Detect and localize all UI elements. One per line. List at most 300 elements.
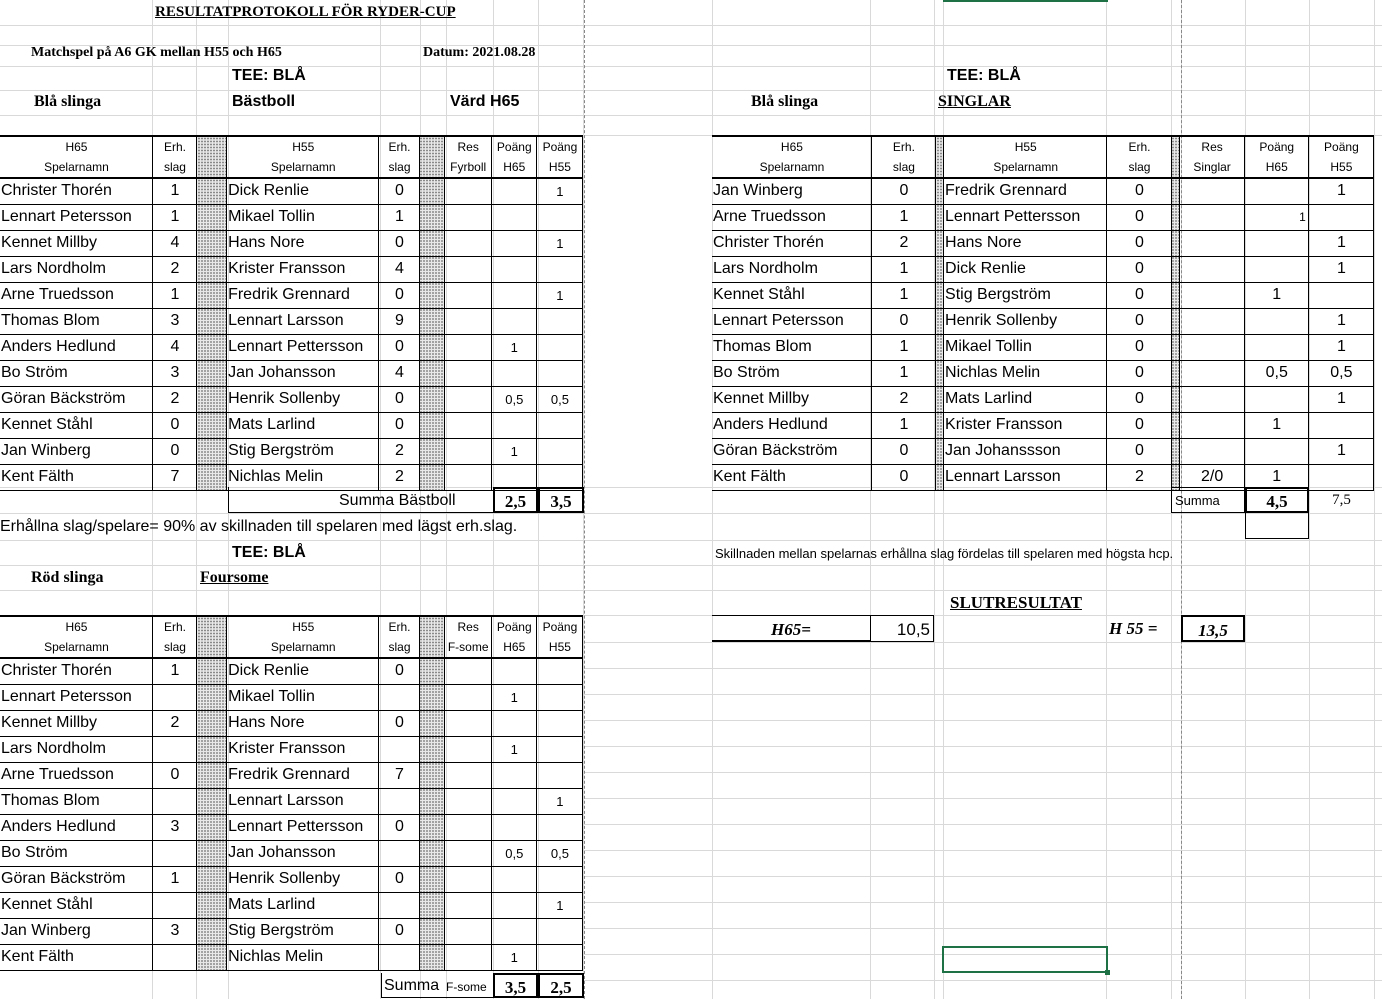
- points-h55-cell[interactable]: [536, 412, 582, 438]
- separator-cell[interactable]: [1171, 412, 1179, 438]
- points-h55-cell[interactable]: [536, 944, 582, 970]
- points-h65-cell[interactable]: 1: [491, 736, 536, 762]
- result-cell[interactable]: [444, 710, 491, 736]
- h65-strokes-cell[interactable]: [152, 684, 196, 710]
- separator-cell[interactable]: [419, 256, 444, 282]
- separator-cell[interactable]: [419, 360, 444, 386]
- separator-cell[interactable]: [936, 282, 944, 308]
- points-h65-cell[interactable]: [491, 918, 536, 944]
- separator-cell[interactable]: [419, 866, 444, 892]
- result-cell[interactable]: [444, 658, 491, 684]
- result-cell[interactable]: [444, 892, 491, 918]
- points-h55-cell[interactable]: [536, 814, 582, 840]
- h55-name-cell[interactable]: Mikael Tollin: [227, 684, 379, 710]
- points-h65-cell[interactable]: [1244, 438, 1308, 464]
- result-cell[interactable]: [444, 438, 491, 464]
- points-h55-cell[interactable]: 1: [536, 178, 582, 204]
- h55-strokes-cell[interactable]: [379, 840, 419, 866]
- h65-name-cell[interactable]: Arne Truedsson: [0, 762, 152, 788]
- h55-strokes-cell[interactable]: 0: [379, 814, 419, 840]
- h55-name-cell[interactable]: Lennart Larsson: [227, 308, 379, 334]
- h65-strokes-cell[interactable]: 1: [871, 282, 935, 308]
- h65-name-cell[interactable]: Lennart Petersson: [712, 308, 871, 334]
- points-h65-cell[interactable]: [1244, 308, 1308, 334]
- h65-strokes-cell[interactable]: 0: [152, 438, 196, 464]
- result-cell[interactable]: [1179, 256, 1244, 282]
- points-h65-cell[interactable]: [491, 308, 536, 334]
- points-h55-cell[interactable]: 1: [536, 282, 582, 308]
- points-h65-cell[interactable]: [491, 762, 536, 788]
- points-h55-cell[interactable]: [536, 684, 582, 710]
- points-h55-cell[interactable]: 0,5: [1308, 360, 1373, 386]
- points-h55-cell[interactable]: 1: [1308, 256, 1373, 282]
- h55-strokes-cell[interactable]: 0: [379, 230, 419, 256]
- points-h65-cell[interactable]: [1244, 386, 1308, 412]
- h55-name-cell[interactable]: Mats Larlind: [227, 892, 379, 918]
- result-cell[interactable]: [444, 814, 491, 840]
- h55-name-cell[interactable]: Hans Nore: [944, 230, 1107, 256]
- points-h65-cell[interactable]: [491, 658, 536, 684]
- h65-name-cell[interactable]: Kennet Millby: [0, 230, 152, 256]
- h65-strokes-cell[interactable]: 2: [152, 256, 196, 282]
- fill-handle[interactable]: [1105, 970, 1110, 975]
- h65-name-cell[interactable]: Kennet Ståhl: [0, 412, 152, 438]
- result-cell[interactable]: [444, 334, 491, 360]
- separator-cell[interactable]: [419, 204, 444, 230]
- points-h55-cell[interactable]: [536, 736, 582, 762]
- h55-strokes-cell[interactable]: 0: [379, 386, 419, 412]
- separator-cell[interactable]: [1171, 308, 1179, 334]
- separator-cell[interactable]: [197, 710, 227, 736]
- points-h55-cell[interactable]: [536, 658, 582, 684]
- h65-name-cell[interactable]: Thomas Blom: [712, 334, 871, 360]
- result-cell[interactable]: [444, 204, 491, 230]
- h55-name-cell[interactable]: Krister Fransson: [227, 256, 379, 282]
- h55-name-cell[interactable]: Mikael Tollin: [227, 204, 379, 230]
- points-h55-cell[interactable]: [536, 918, 582, 944]
- separator-cell[interactable]: [1171, 386, 1179, 412]
- h65-strokes-cell[interactable]: 1: [152, 204, 196, 230]
- h65-strokes-cell[interactable]: 1: [871, 334, 935, 360]
- h55-strokes-cell[interactable]: 0: [379, 658, 419, 684]
- separator-cell[interactable]: [936, 438, 944, 464]
- h65-name-cell[interactable]: Jan Winberg: [0, 918, 152, 944]
- points-h65-cell[interactable]: [491, 892, 536, 918]
- h55-strokes-cell[interactable]: 0: [1107, 178, 1171, 204]
- result-cell[interactable]: [444, 866, 491, 892]
- points-h55-cell[interactable]: [1308, 282, 1373, 308]
- separator-cell[interactable]: [197, 684, 227, 710]
- points-h65-cell[interactable]: [491, 230, 536, 256]
- h55-strokes-cell[interactable]: 0: [1107, 412, 1171, 438]
- h55-name-cell[interactable]: Lennart Pettersson: [227, 814, 379, 840]
- h55-name-cell[interactable]: Stig Bergström: [944, 282, 1107, 308]
- points-h55-cell[interactable]: [536, 334, 582, 360]
- h55-strokes-cell[interactable]: [379, 736, 419, 762]
- h55-strokes-cell[interactable]: 0: [379, 178, 419, 204]
- h55-strokes-cell[interactable]: 0: [1107, 282, 1171, 308]
- h55-strokes-cell[interactable]: [379, 684, 419, 710]
- h55-name-cell[interactable]: Mats Larlind: [944, 386, 1107, 412]
- separator-cell[interactable]: [197, 840, 227, 866]
- h55-strokes-cell[interactable]: 0: [1107, 438, 1171, 464]
- h65-strokes-cell[interactable]: 4: [152, 334, 196, 360]
- h55-name-cell[interactable]: Lennart Pettersson: [227, 334, 379, 360]
- h65-strokes-cell[interactable]: 2: [152, 710, 196, 736]
- separator-cell[interactable]: [419, 814, 444, 840]
- h65-strokes-cell[interactable]: 2: [152, 386, 196, 412]
- result-cell[interactable]: [444, 256, 491, 282]
- separator-cell[interactable]: [936, 204, 944, 230]
- separator-cell[interactable]: [936, 412, 944, 438]
- h65-strokes-cell[interactable]: 1: [871, 360, 935, 386]
- points-h65-cell[interactable]: 1: [491, 684, 536, 710]
- separator-cell[interactable]: [419, 684, 444, 710]
- h65-name-cell[interactable]: Christer Thorén: [712, 230, 871, 256]
- h65-name-cell[interactable]: Bo Ström: [712, 360, 871, 386]
- separator-cell[interactable]: [197, 282, 227, 308]
- points-h55-cell[interactable]: 1: [536, 788, 582, 814]
- h55-strokes-cell[interactable]: [379, 944, 419, 970]
- h65-strokes-cell[interactable]: 1: [152, 282, 196, 308]
- points-h65-cell[interactable]: [491, 866, 536, 892]
- h65-strokes-cell[interactable]: 7: [152, 464, 196, 490]
- points-h65-cell[interactable]: [491, 412, 536, 438]
- h65-name-cell[interactable]: Kennet Ståhl: [0, 892, 152, 918]
- result-cell[interactable]: [1179, 204, 1244, 230]
- result-cell[interactable]: [444, 918, 491, 944]
- h55-strokes-cell[interactable]: 0: [379, 710, 419, 736]
- separator-cell[interactable]: [197, 892, 227, 918]
- separator-cell[interactable]: [197, 230, 227, 256]
- separator-cell[interactable]: [197, 814, 227, 840]
- points-h55-cell[interactable]: 1: [1308, 230, 1373, 256]
- h65-name-cell[interactable]: Kennet Ståhl: [712, 282, 871, 308]
- separator-cell[interactable]: [1171, 230, 1179, 256]
- h65-name-cell[interactable]: Christer Thorén: [0, 658, 152, 684]
- separator-cell[interactable]: [197, 866, 227, 892]
- points-h55-cell[interactable]: 1: [1308, 178, 1373, 204]
- result-cell[interactable]: [444, 944, 491, 970]
- separator-cell[interactable]: [197, 658, 227, 684]
- separator-cell[interactable]: [936, 308, 944, 334]
- separator-cell[interactable]: [1171, 360, 1179, 386]
- separator-cell[interactable]: [419, 658, 444, 684]
- h65-name-cell[interactable]: Arne Truedsson: [712, 204, 871, 230]
- separator-cell[interactable]: [197, 178, 227, 204]
- result-cell[interactable]: [444, 360, 491, 386]
- separator-cell[interactable]: [197, 762, 227, 788]
- h55-name-cell[interactable]: Dick Renlie: [944, 256, 1107, 282]
- h55-name-cell[interactable]: Jan Johansson: [227, 840, 379, 866]
- h65-strokes-cell[interactable]: 1: [871, 412, 935, 438]
- separator-cell[interactable]: [419, 840, 444, 866]
- h55-name-cell[interactable]: Jan Johanssson: [944, 438, 1107, 464]
- result-cell[interactable]: 2/0: [1179, 464, 1244, 490]
- points-h55-cell[interactable]: 1: [1308, 308, 1373, 334]
- separator-cell[interactable]: [1171, 204, 1179, 230]
- h55-name-cell[interactable]: Lennart Larsson: [944, 464, 1107, 490]
- h55-name-cell[interactable]: Krister Fransson: [944, 412, 1107, 438]
- points-h65-cell[interactable]: 1: [1244, 464, 1308, 490]
- points-h65-cell[interactable]: [1244, 230, 1308, 256]
- separator-cell[interactable]: [936, 230, 944, 256]
- h55-strokes-cell[interactable]: 0: [1107, 204, 1171, 230]
- h55-name-cell[interactable]: Nichlas Melin: [227, 464, 379, 490]
- separator-cell[interactable]: [419, 710, 444, 736]
- separator-cell[interactable]: [197, 386, 227, 412]
- h55-strokes-cell[interactable]: [379, 788, 419, 814]
- h65-strokes-cell[interactable]: 3: [152, 814, 196, 840]
- h65-strokes-cell[interactable]: [152, 788, 196, 814]
- h65-name-cell[interactable]: Christer Thorén: [0, 178, 152, 204]
- points-h65-cell[interactable]: 1: [491, 438, 536, 464]
- separator-cell[interactable]: [419, 438, 444, 464]
- result-cell[interactable]: [444, 178, 491, 204]
- h65-strokes-cell[interactable]: 3: [152, 918, 196, 944]
- h55-name-cell[interactable]: Nichlas Melin: [944, 360, 1107, 386]
- separator-cell[interactable]: [936, 360, 944, 386]
- h65-name-cell[interactable]: Lars Nordholm: [0, 256, 152, 282]
- h65-name-cell[interactable]: Bo Ström: [0, 840, 152, 866]
- h65-name-cell[interactable]: Lars Nordholm: [712, 256, 871, 282]
- points-h55-cell[interactable]: [536, 710, 582, 736]
- points-h55-cell[interactable]: [1308, 204, 1373, 230]
- h55-name-cell[interactable]: Fredrik Grennard: [944, 178, 1107, 204]
- separator-cell[interactable]: [1171, 438, 1179, 464]
- h55-strokes-cell[interactable]: 2: [1107, 464, 1171, 490]
- h65-name-cell[interactable]: Kent Fälth: [712, 464, 871, 490]
- result-cell[interactable]: [1179, 282, 1244, 308]
- h55-strokes-cell[interactable]: 0: [1107, 308, 1171, 334]
- result-cell[interactable]: [1179, 230, 1244, 256]
- separator-cell[interactable]: [197, 412, 227, 438]
- h55-name-cell[interactable]: Hans Nore: [227, 230, 379, 256]
- points-h55-cell[interactable]: [536, 204, 582, 230]
- h65-name-cell[interactable]: Anders Hedlund: [0, 334, 152, 360]
- result-cell[interactable]: [444, 762, 491, 788]
- h55-strokes-cell[interactable]: 4: [379, 256, 419, 282]
- points-h65-cell[interactable]: 1: [1244, 412, 1308, 438]
- h55-name-cell[interactable]: Mats Larlind: [227, 412, 379, 438]
- separator-cell[interactable]: [419, 178, 444, 204]
- separator-cell[interactable]: [419, 918, 444, 944]
- h55-name-cell[interactable]: Jan Johansson: [227, 360, 379, 386]
- separator-cell[interactable]: [419, 386, 444, 412]
- result-cell[interactable]: [444, 788, 491, 814]
- h65-strokes-cell[interactable]: 1: [152, 866, 196, 892]
- h55-strokes-cell[interactable]: 0: [379, 866, 419, 892]
- h55-strokes-cell[interactable]: 0: [379, 334, 419, 360]
- h55-name-cell[interactable]: Lennart Pettersson: [944, 204, 1107, 230]
- result-cell[interactable]: [444, 736, 491, 762]
- separator-cell[interactable]: [197, 788, 227, 814]
- h55-name-cell[interactable]: Stig Bergström: [227, 438, 379, 464]
- points-h65-cell[interactable]: [1244, 178, 1308, 204]
- result-cell[interactable]: [1179, 412, 1244, 438]
- points-h55-cell[interactable]: [536, 866, 582, 892]
- separator-cell[interactable]: [197, 204, 227, 230]
- h55-strokes-cell[interactable]: 0: [1107, 334, 1171, 360]
- h65-name-cell[interactable]: Bo Ström: [0, 360, 152, 386]
- points-h55-cell[interactable]: [536, 360, 582, 386]
- h65-strokes-cell[interactable]: 0: [871, 178, 935, 204]
- points-h65-cell[interactable]: [1244, 256, 1308, 282]
- h65-name-cell[interactable]: Kennet Millby: [0, 710, 152, 736]
- points-h65-cell[interactable]: [491, 178, 536, 204]
- h65-strokes-cell[interactable]: [152, 736, 196, 762]
- h65-strokes-cell[interactable]: 1: [152, 178, 196, 204]
- separator-cell[interactable]: [936, 386, 944, 412]
- points-h65-cell[interactable]: 0,5: [491, 840, 536, 866]
- h55-strokes-cell[interactable]: 1: [379, 204, 419, 230]
- h65-strokes-cell[interactable]: 0: [152, 762, 196, 788]
- separator-cell[interactable]: [197, 736, 227, 762]
- h65-strokes-cell[interactable]: 0: [871, 438, 935, 464]
- points-h65-cell[interactable]: [491, 360, 536, 386]
- points-h55-cell[interactable]: [536, 256, 582, 282]
- result-cell[interactable]: [444, 230, 491, 256]
- separator-cell[interactable]: [419, 944, 444, 970]
- separator-cell[interactable]: [197, 918, 227, 944]
- h65-name-cell[interactable]: Göran Bäckström: [0, 866, 152, 892]
- result-cell[interactable]: [444, 412, 491, 438]
- result-cell[interactable]: [1179, 334, 1244, 360]
- points-h65-cell[interactable]: [491, 204, 536, 230]
- h65-name-cell[interactable]: Lars Nordholm: [0, 736, 152, 762]
- points-h65-cell[interactable]: [491, 282, 536, 308]
- h55-strokes-cell[interactable]: 0: [379, 282, 419, 308]
- points-h65-cell[interactable]: [491, 788, 536, 814]
- separator-cell[interactable]: [1171, 282, 1179, 308]
- h55-strokes-cell[interactable]: 4: [379, 360, 419, 386]
- separator-cell[interactable]: [419, 282, 444, 308]
- h65-strokes-cell[interactable]: 1: [152, 658, 196, 684]
- points-h55-cell[interactable]: [536, 308, 582, 334]
- h65-strokes-cell[interactable]: 3: [152, 308, 196, 334]
- result-cell[interactable]: [444, 386, 491, 412]
- separator-cell[interactable]: [936, 178, 944, 204]
- h55-strokes-cell[interactable]: [379, 892, 419, 918]
- h65-name-cell[interactable]: Anders Hedlund: [0, 814, 152, 840]
- separator-cell[interactable]: [197, 360, 227, 386]
- points-h65-cell[interactable]: [491, 256, 536, 282]
- separator-cell[interactable]: [419, 762, 444, 788]
- separator-cell[interactable]: [936, 256, 944, 282]
- result-cell[interactable]: [444, 308, 491, 334]
- points-h55-cell[interactable]: 0,5: [536, 386, 582, 412]
- h55-strokes-cell[interactable]: 2: [379, 464, 419, 490]
- points-h55-cell[interactable]: 0,5: [536, 840, 582, 866]
- h65-name-cell[interactable]: Thomas Blom: [0, 308, 152, 334]
- result-cell[interactable]: [1179, 438, 1244, 464]
- h65-strokes-cell[interactable]: 3: [152, 360, 196, 386]
- h65-strokes-cell[interactable]: 0: [871, 464, 935, 490]
- h55-strokes-cell[interactable]: 0: [379, 412, 419, 438]
- h65-name-cell[interactable]: Lennart Petersson: [0, 204, 152, 230]
- points-h55-cell[interactable]: 1: [536, 230, 582, 256]
- points-h55-cell[interactable]: 1: [1308, 438, 1373, 464]
- h65-name-cell[interactable]: Lennart Petersson: [0, 684, 152, 710]
- h55-strokes-cell[interactable]: 7: [379, 762, 419, 788]
- separator-cell[interactable]: [419, 308, 444, 334]
- result-cell[interactable]: [1179, 360, 1244, 386]
- h55-name-cell[interactable]: Krister Fransson: [227, 736, 379, 762]
- h55-name-cell[interactable]: Nichlas Melin: [227, 944, 379, 970]
- h65-name-cell[interactable]: Göran Bäckström: [0, 386, 152, 412]
- h65-strokes-cell[interactable]: 2: [871, 230, 935, 256]
- points-h65-cell[interactable]: 1: [491, 944, 536, 970]
- h65-name-cell[interactable]: Kennet Millby: [712, 386, 871, 412]
- result-cell[interactable]: [444, 282, 491, 308]
- h65-strokes-cell[interactable]: [152, 840, 196, 866]
- h65-name-cell[interactable]: Jan Winberg: [712, 178, 871, 204]
- h55-name-cell[interactable]: Mikael Tollin: [944, 334, 1107, 360]
- separator-cell[interactable]: [419, 736, 444, 762]
- separator-cell[interactable]: [419, 892, 444, 918]
- h55-strokes-cell[interactable]: 0: [1107, 230, 1171, 256]
- h55-name-cell[interactable]: Stig Bergström: [227, 918, 379, 944]
- points-h65-cell[interactable]: [491, 710, 536, 736]
- h55-strokes-cell[interactable]: 2: [379, 438, 419, 464]
- h65-strokes-cell[interactable]: 0: [152, 412, 196, 438]
- h55-name-cell[interactable]: Dick Renlie: [227, 658, 379, 684]
- separator-cell[interactable]: [197, 944, 227, 970]
- h65-strokes-cell[interactable]: 2: [871, 386, 935, 412]
- h65-strokes-cell[interactable]: [152, 944, 196, 970]
- separator-cell[interactable]: [1171, 256, 1179, 282]
- h65-name-cell[interactable]: Kent Fälth: [0, 944, 152, 970]
- h65-strokes-cell[interactable]: 4: [152, 230, 196, 256]
- points-h55-cell[interactable]: [1308, 412, 1373, 438]
- h55-name-cell[interactable]: Hans Nore: [227, 710, 379, 736]
- h55-name-cell[interactable]: Fredrik Grennard: [227, 762, 379, 788]
- separator-cell[interactable]: [419, 230, 444, 256]
- h65-name-cell[interactable]: Anders Hedlund: [712, 412, 871, 438]
- points-h65-cell[interactable]: 0,5: [1244, 360, 1308, 386]
- h55-name-cell[interactable]: Dick Renlie: [227, 178, 379, 204]
- points-h65-cell[interactable]: 1: [1244, 204, 1308, 230]
- h65-name-cell[interactable]: Arne Truedsson: [0, 282, 152, 308]
- h55-name-cell[interactable]: Lennart Larsson: [227, 788, 379, 814]
- points-h65-cell[interactable]: [1244, 334, 1308, 360]
- separator-cell[interactable]: [197, 256, 227, 282]
- points-h55-cell[interactable]: 1: [536, 892, 582, 918]
- separator-cell[interactable]: [419, 412, 444, 438]
- points-h55-cell[interactable]: [536, 762, 582, 788]
- h55-strokes-cell[interactable]: 0: [1107, 256, 1171, 282]
- h55-name-cell[interactable]: Henrik Sollenby: [227, 386, 379, 412]
- separator-cell[interactable]: [1171, 178, 1179, 204]
- h65-name-cell[interactable]: Thomas Blom: [0, 788, 152, 814]
- separator-cell[interactable]: [419, 788, 444, 814]
- h65-name-cell[interactable]: Kent Fälth: [0, 464, 152, 490]
- h55-strokes-cell[interactable]: 0: [1107, 386, 1171, 412]
- separator-cell[interactable]: [197, 308, 227, 334]
- h65-name-cell[interactable]: Göran Bäckström: [712, 438, 871, 464]
- h55-name-cell[interactable]: Henrik Sollenby: [227, 866, 379, 892]
- separator-cell[interactable]: [197, 464, 227, 490]
- separator-cell[interactable]: [419, 334, 444, 360]
- h65-name-cell[interactable]: Jan Winberg: [0, 438, 152, 464]
- result-cell[interactable]: [444, 684, 491, 710]
- points-h65-cell[interactable]: [491, 814, 536, 840]
- result-cell[interactable]: [444, 840, 491, 866]
- h65-strokes-cell[interactable]: [152, 892, 196, 918]
- h55-strokes-cell[interactable]: 9: [379, 308, 419, 334]
- h55-strokes-cell[interactable]: 0: [1107, 360, 1171, 386]
- result-cell[interactable]: [1179, 386, 1244, 412]
